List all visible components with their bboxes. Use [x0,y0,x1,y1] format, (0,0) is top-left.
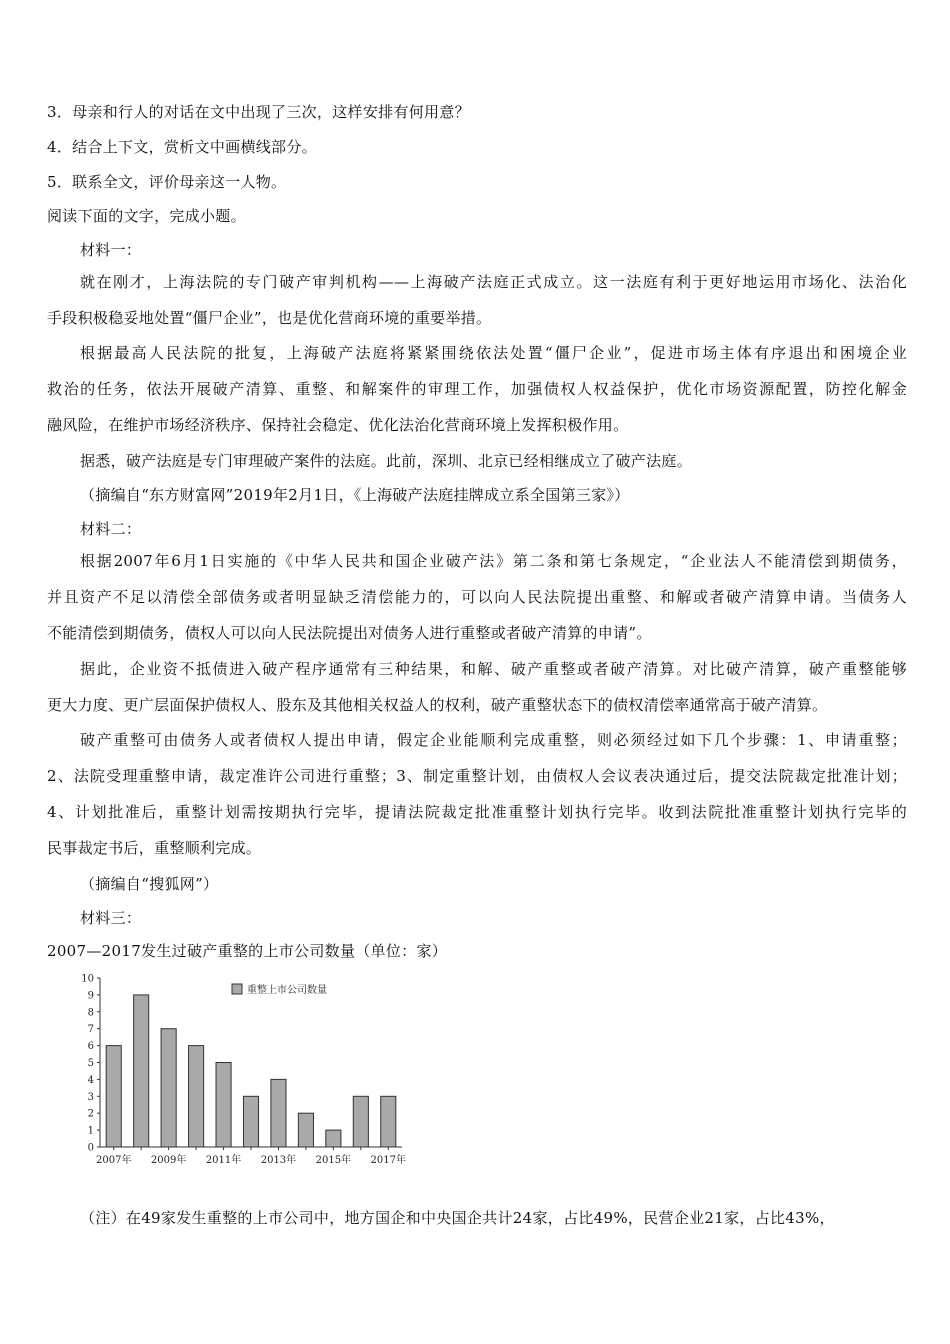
x-tick-label: 2009年 [150,1155,187,1166]
material1-p3: 据悉，破产法庭是专门审理破产案件的法庭。此前，深圳、北京已经相继成立了破产法庭。 [80,452,693,470]
y-tick-label: 4 [87,1074,94,1086]
reading-intro: 阅读下面的文字，完成小题。 [47,207,246,225]
y-tick-label: 8 [87,1007,94,1019]
y-tick-label: 10 [81,973,94,985]
x-tick-label: 2017年 [370,1155,406,1166]
y-tick-label: 6 [87,1041,94,1053]
bar-2007年 [106,1046,121,1147]
bar-2008年 [134,995,149,1147]
material2-p3-line1: 破产重整可由债务人或者债权人提出申请，假定企业能顺利完成重整，则必须经过如下几个步骤：1、申请重整； [80,731,907,749]
y-tick-label: 3 [87,1091,94,1103]
material1-p2-line3: 融风险，在维护市场经济秩序、保持社会稳定、优化法治化营商环境上发挥积极作用。 [47,416,629,434]
note: （注）在49家发生重整的上市公司中，地方国企和中央国企共计24家，占比49%，民营企业21家，占比43%， [80,1209,835,1227]
bar-chart-svg [80,966,410,1176]
x-tick-label: 2015年 [315,1155,352,1166]
y-tick-label: 2 [87,1108,94,1120]
bar-2017年 [381,1096,396,1147]
bar-2016年 [353,1096,368,1147]
material2-p3-line2: 2、法院受理重整申请，裁定准许公司进行重整；3、制定重整计划，由债权人会议表决通过后，提交法院裁定批准计划； [47,767,907,785]
y-tick-label: 7 [87,1024,94,1036]
material1-p2-line1: 根据最高人民法院的批复，上海破产法庭将紧紧围绕依法处置“僵尸企业”，促进市场主体有序退出和困境企业 [80,344,907,362]
question-5: 5．联系全文，评价母亲这一人物。 [47,173,287,191]
y-tick-label: 0 [87,1142,94,1154]
material2-p1-line2: 并且资产不足以清偿全部债务或者明显缺乏清偿能力的，可以向人民法院提出重整、和解或者破产清算申请。当债务人 [47,588,907,606]
y-tick-label: 5 [87,1058,94,1069]
material2-p1-line3: 不能清偿到期债务，债权人可以向人民法院提出对债务人进行重整或者破产清算的申请”。 [47,624,652,642]
material1-p2-line2: 救治的任务，依法开展破产清算、重整、和解案件的审理工作，加强债权人权益保护，优化市场资源配置，防控化解金 [47,380,907,398]
bar-2015年 [326,1130,341,1147]
material2-p3-line3: 4、计划批准后，重整计划需按期执行完毕，提请法院裁定批准重整计划执行完毕。收到法院批准重整计划执行完毕的 [47,803,907,821]
material1-p1-line2: 手段积极稳妥地处置“僵尸企业”，也是优化营商环境的重要举措。 [47,309,492,327]
material2-p3-line4: 民事裁定书后，重整顺利完成。 [47,839,262,857]
material3-heading: 材料三： [80,909,142,927]
x-tick-label: 2011年 [205,1155,242,1166]
x-tick-label: 2013年 [260,1155,297,1166]
material2-source: （摘编自“搜狐网”） [80,875,219,893]
chart-caption: 2007—2017发生过破产重整的上市公司数量（单位：家） [47,942,448,960]
x-tick-label: 2007年 [96,1155,132,1166]
bar-2014年 [298,1113,313,1147]
y-tick-label: 1 [87,1125,94,1137]
bar-2011年 [216,1063,231,1148]
material2-p1-line1: 根据2007年6月1日实施的《中华人民共和国企业破产法》第二条和第七条规定，“企业法人不能清偿到期债务， [80,552,907,570]
material2-heading: 材料二： [80,520,142,538]
material1-p1-line1: 就在刚才，上海法院的专门破产审判机构——上海破产法庭正式成立。这一法庭有利于更好地运用市场化、法治化 [80,273,907,291]
bar-chart [80,966,410,1176]
legend-swatch [232,984,242,994]
question-3: 3．母亲和行人的对话在文中出现了三次，这样安排有何用意？ [47,103,470,121]
material1-heading: 材料一： [80,241,142,259]
material2-p2-line2: 更大力度、更广层面保护债权人、股东及其他相关权益人的权利，破产重整状态下的债权清偿率通常高于破产清算。 [47,696,828,714]
y-tick-label: 9 [87,990,94,1002]
material2-p2-line1: 据此，企业资不抵债进入破产程序通常有三种结果，和解、破产重整或者破产清算。对比破产清算，破产重整能够 [80,660,907,678]
bar-2012年 [243,1096,258,1147]
bar-2010年 [189,1046,204,1147]
bar-2013年 [271,1079,286,1147]
legend-label: 重整上市公司数量 [247,985,327,996]
material1-source: （摘编自“东方财富网”2019年2月1日，《上海破产法庭挂牌成立系全国第三家》） [80,486,630,504]
bar-2009年 [161,1029,176,1147]
question-4: 4．结合上下文，赏析文中画横线部分。 [47,138,317,156]
